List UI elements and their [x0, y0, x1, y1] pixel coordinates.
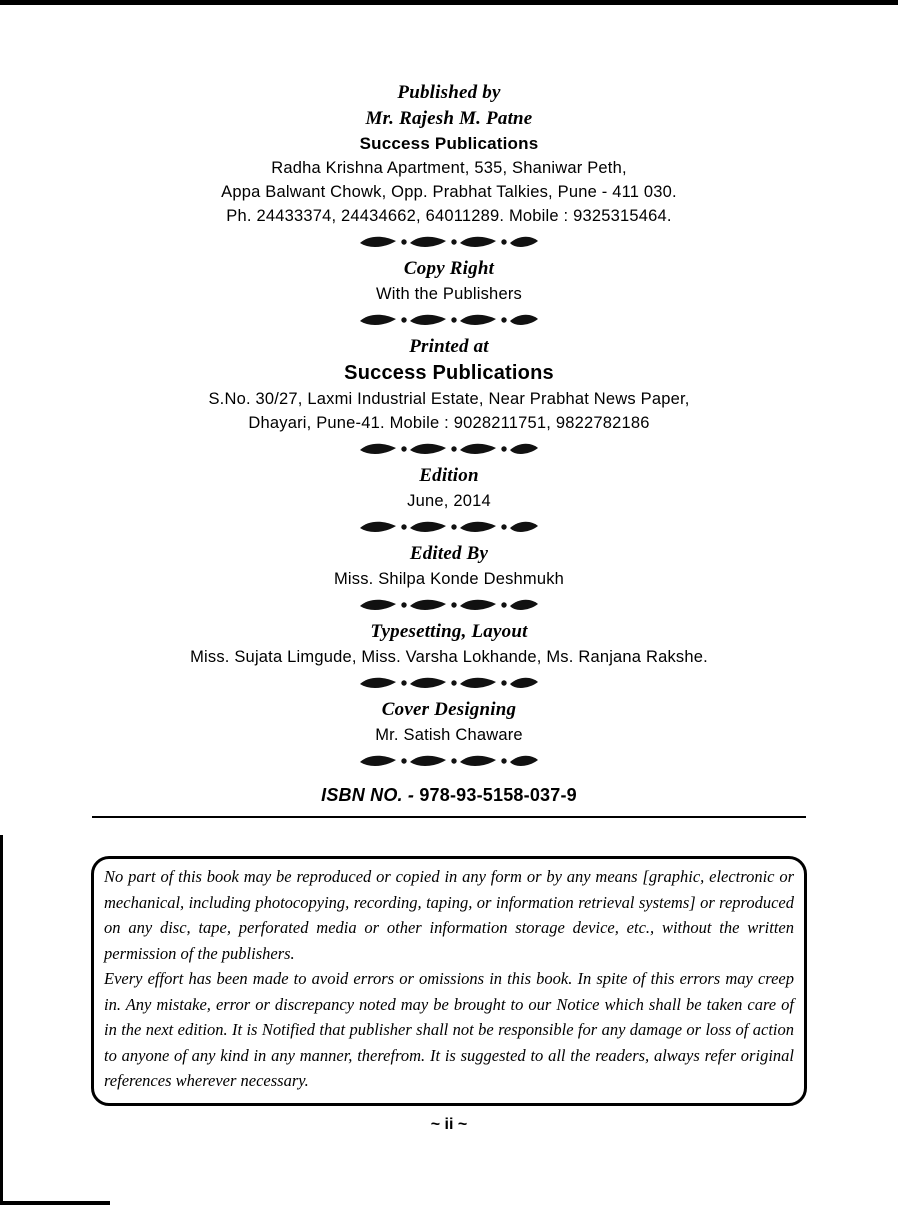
ornament-divider [359, 234, 539, 250]
edited-by-heading: Edited By [409, 543, 489, 564]
publisher-address-line: Radha Krishna Apartment, 535, Shaniwar Peth, [271, 159, 627, 177]
copyright-heading: Copy Right [403, 258, 495, 279]
typesetting-heading: Typesetting, Layout [370, 621, 528, 642]
ornament-divider [359, 675, 539, 691]
isbn-line [0, 785, 898, 806]
ornament-divider [359, 753, 539, 769]
copyright-section [0, 256, 898, 306]
page-number: ~ ii ~ [430, 1115, 468, 1133]
legal-notice-paragraph: Every effort has been made to avoid errors or omissions in this book. In spite of this errors may creep in. Any mistake, error or discrepancy noted may be brought to our Notice which shall be taken care of in the next edition. It is Notified that publisher shall not be responsible for any damage or loss of action to anyone of any kind in any manner, therefrom. It is suggested to all the readers, always refer original references wherever necessary. [104, 969, 794, 1090]
printed-at-heading: Printed at [409, 336, 489, 357]
printer-address-line: S.No. 30/27, Laxmi Industrial Estate, Near Prabhat News Paper, [208, 390, 690, 408]
ornament-divider [359, 519, 539, 535]
printer-address-line: Dhayari, Pune-41. Mobile : 9028211751, 9822782186 [248, 414, 650, 432]
publisher-person: Mr. Rajesh M. Patne [365, 108, 533, 129]
published-by-heading: Published by [397, 82, 501, 103]
isbn-label: ISBN NO. - [321, 785, 415, 805]
ornament-divider [359, 441, 539, 457]
page-border-left [0, 835, 3, 1205]
typesetting-section [0, 619, 898, 669]
legal-notice-paragraph: No part of this book may be reproduced or copied in any form or by any means [graphic, electronic or mechanical, including photocopying, recording, taping, or information retrieval systems] or reproduced on any disc, tape, perforated media or other information storage device, etc., without the written permission of the publishers. [104, 867, 794, 963]
legal-notice-box [91, 856, 807, 1106]
edition-heading: Edition [419, 465, 479, 486]
edited-by-section [0, 541, 898, 591]
cover-designing-section [0, 697, 898, 747]
cover-designing-heading: Cover Designing [381, 699, 517, 720]
typesetters-names: Miss. Sujata Limgude, Miss. Varsha Lokhande, Ms. Ranjana Rakshe. [190, 648, 708, 666]
published-by-section [0, 80, 898, 228]
page-border-bottom [0, 1201, 110, 1205]
isbn-number: 978-93-5158-037-9 [419, 785, 577, 805]
publisher-name: Success Publications [359, 134, 539, 153]
copyright-holder: With the Publishers [376, 285, 522, 303]
printer-name: Success Publications [344, 362, 554, 384]
publisher-address-line: Appa Balwant Chowk, Opp. Prabhat Talkies, Pune - 411 030. [221, 183, 677, 201]
ornament-divider [359, 597, 539, 613]
editor-name: Miss. Shilpa Konde Deshmukh [333, 570, 565, 588]
edition-section [0, 463, 898, 513]
cover-designer-name: Mr. Satish Chaware [375, 726, 523, 744]
edition-value: June, 2014 [407, 492, 491, 510]
page-border-top [0, 0, 898, 5]
publisher-phone-line: Ph. 24433374, 24434662, 64011289. Mobile : 9325315464. [226, 207, 672, 225]
isbn-rule [92, 816, 806, 818]
ornament-divider [359, 312, 539, 328]
printed-at-section [0, 334, 898, 435]
